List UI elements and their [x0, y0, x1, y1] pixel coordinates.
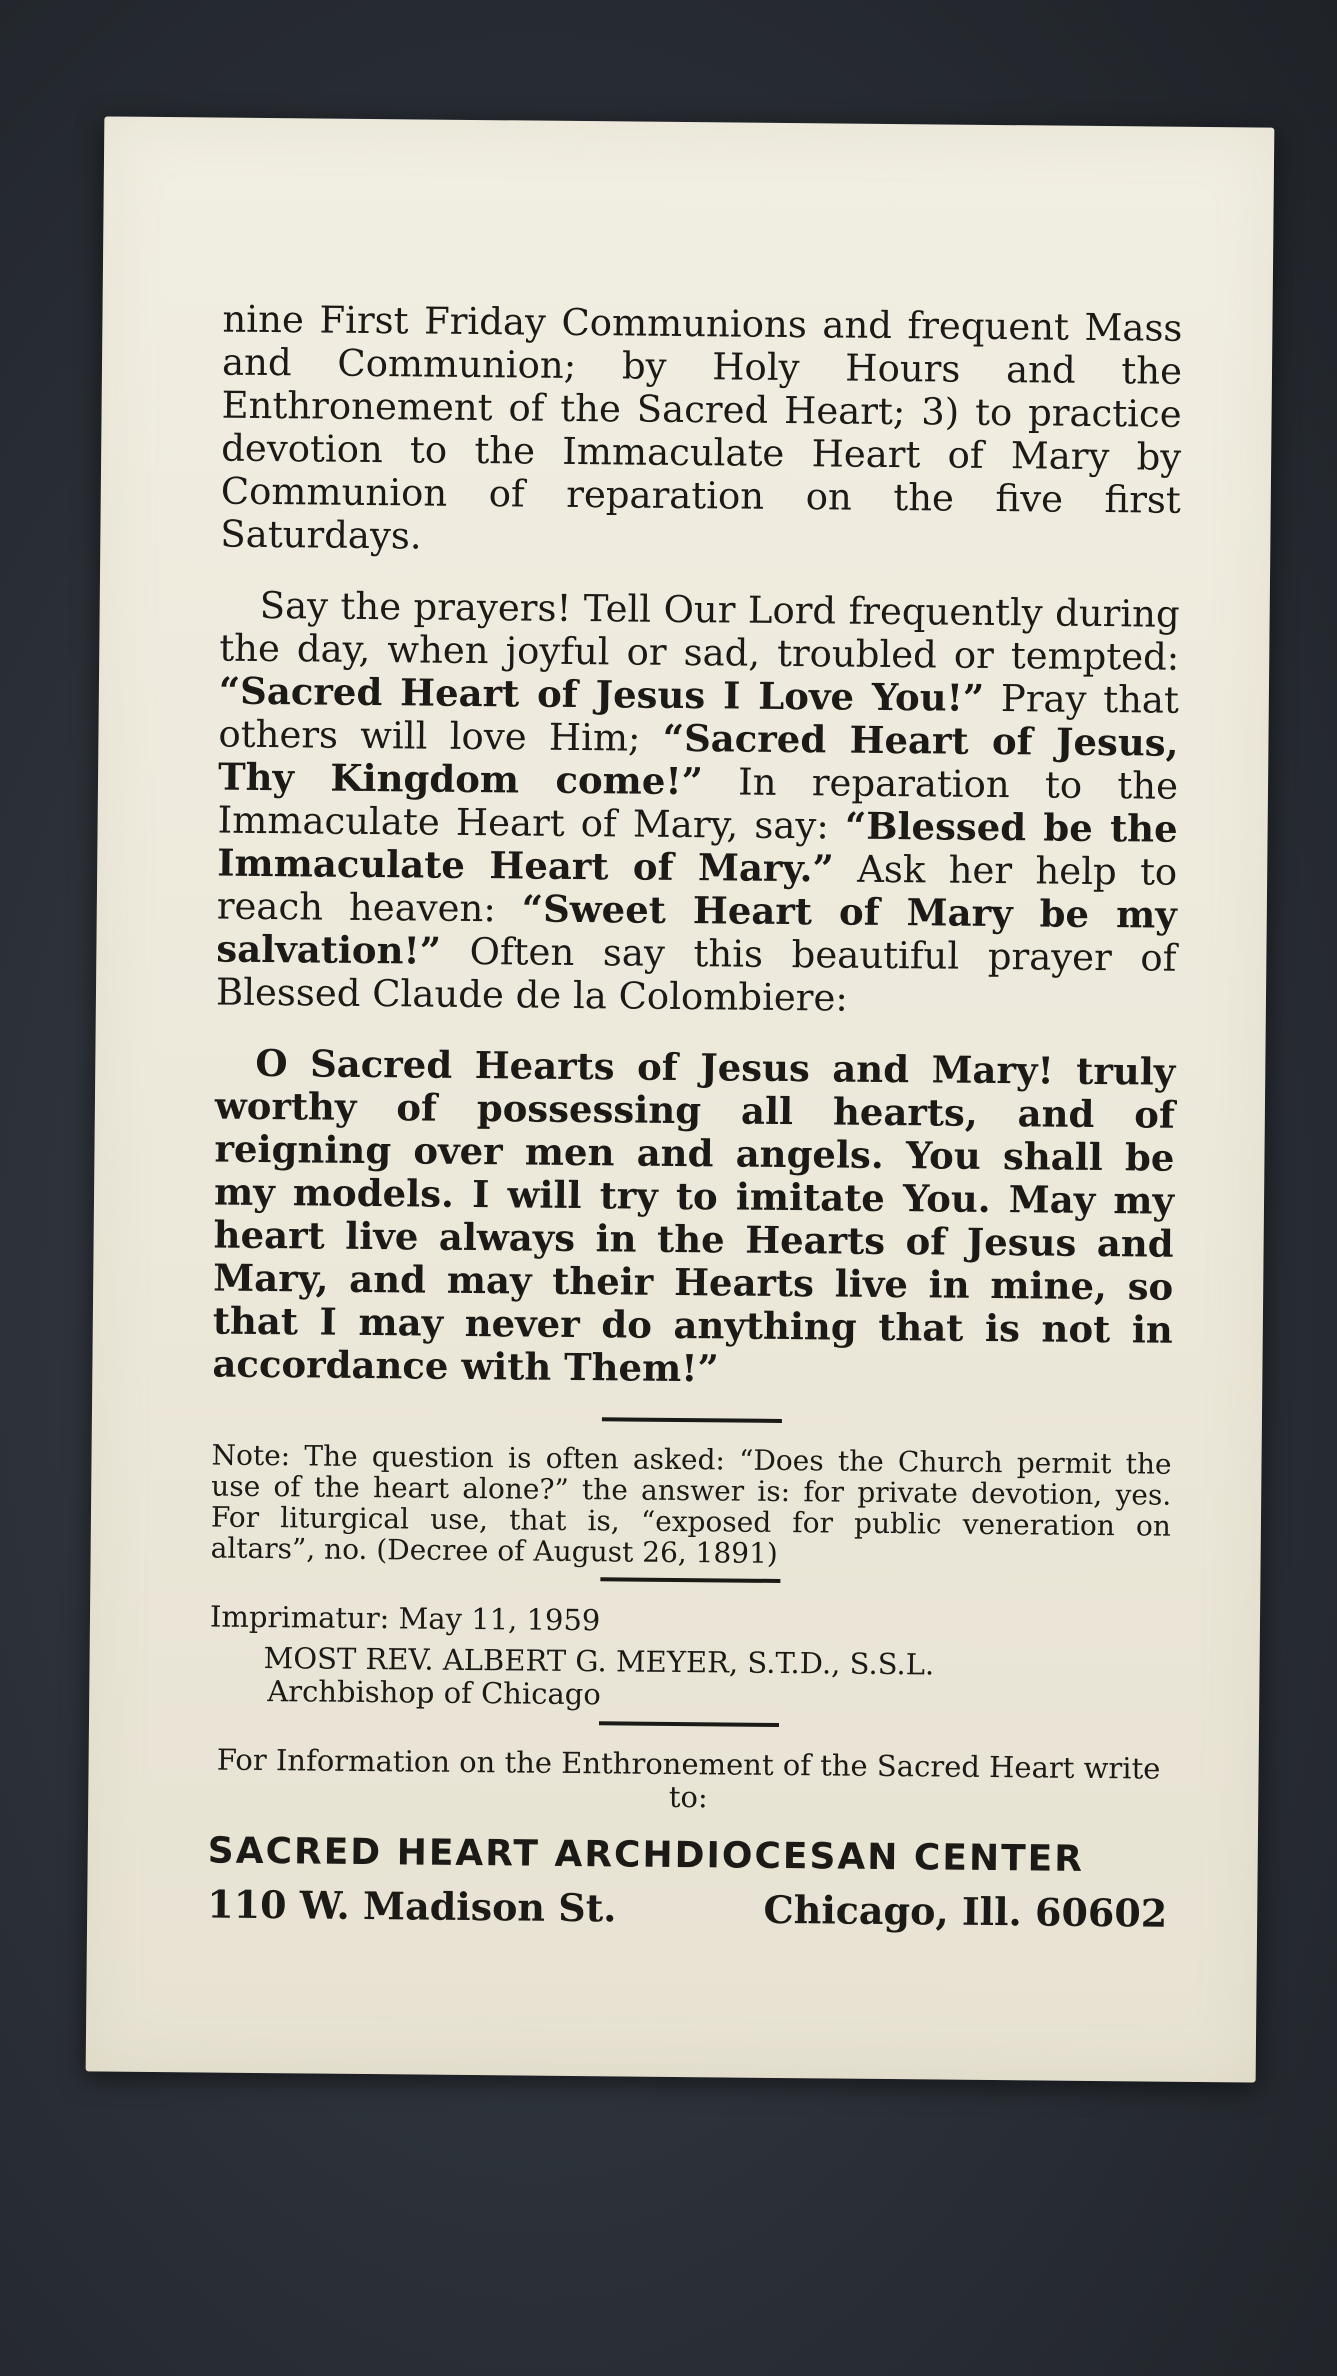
enthronement-info: For Information on the Enthronement of the Sacred Heart write to:: [216, 1742, 1161, 1815]
prayer-sweet-heart: “Sweet Heart of Mary be my salvation!”: [216, 886, 1178, 973]
center-name: SACRED HEART ARCHDIOCESAN CENTER: [207, 1830, 1085, 1880]
prayer-kingdom-come: “Sacred Heart of Jesus, Thy Kingdom come!”: [217, 715, 1179, 804]
card-content: [207, 298, 1183, 1937]
archbishop-block: [263, 1642, 1170, 1717]
note-text: Note: The question is often asked: “Does the Church permit the use of the heart alone?” the answer is: for private devotion, yes. For liturgical use, that is, “exposed for public veneration on altars”, no. (Decree of August 26, 1891): [210, 1438, 1172, 1570]
address-row: [207, 1882, 1167, 1937]
prayers-text-g: Ask her help to reach heaven:: [216, 847, 1178, 931]
paragraph-communions: nine First Friday Communions and frequent Mass and Communion; by Holy Hours and the Enthronement of the Sacred Heart; 3) to practice devotion to the Immaculate Heart of Mary by Communion of reparation on the five first Saturdays.: [220, 297, 1183, 558]
paragraph-say-the-prayers: [216, 584, 1180, 1023]
imprimatur-line: Imprimatur: May 11, 1959: [209, 1599, 601, 1638]
archbishop-name: MOST REV. ALBERT G. MEYER, S.T.D., S.S.L.: [263, 1641, 935, 1682]
prayers-text-i: Often say this beautiful prayer of Blessed Claude de la Colombiere:: [215, 929, 1177, 1020]
divider-rule: [599, 1721, 779, 1727]
divider-rule: [602, 1417, 782, 1423]
archbishop-title: Archbishop of Chicago: [267, 1674, 601, 1712]
prayer-sacred-heart-love: “Sacred Heart of Jesus I Love You!”: [218, 668, 985, 720]
paragraph-colombiere-prayer: O Sacred Hearts of Jesus and Mary! truly worthy of possessing all hearts, and of reigning over men and angels. You shall be my models. I will try to imitate You. May my heart live always in the Hearts of Jesus and Mary, and may their Hearts live in mine, so that I may never do anything that is not in accordance with Them!”: [212, 1040, 1176, 1391]
prayers-text-c: Pray that others will love Him;: [218, 676, 1180, 760]
prayer-blessed-immaculate: “Blessed be the Immaculate Heart of Mary.”: [217, 803, 1178, 891]
divider-rule: [600, 1577, 780, 1583]
prayers-text-e: In reparation to the Immaculate Heart of Mary, say:: [217, 760, 1179, 848]
center-street: 110 W. Madison St.: [207, 1881, 617, 1931]
prayers-text-a: Say the prayers! Tell Our Lord frequently during the day, when joyful or sad, troubled or tempted:: [219, 583, 1180, 679]
prayer-card: [86, 116, 1275, 2082]
center-city: Chicago, Ill. 60602: [763, 1886, 1168, 1936]
